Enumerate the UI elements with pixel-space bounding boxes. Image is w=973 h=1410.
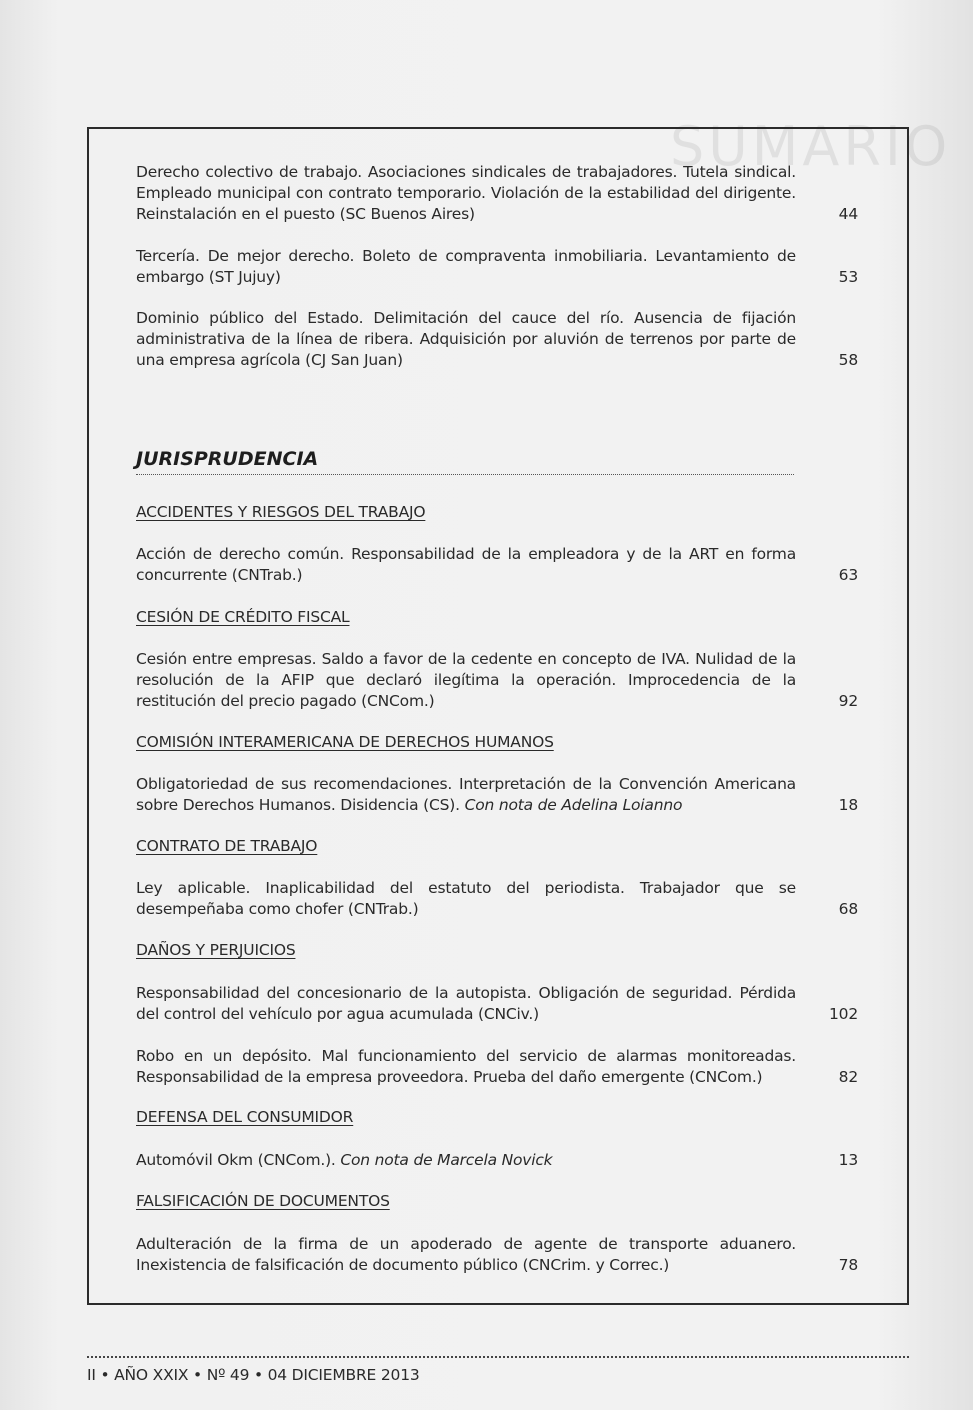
category-falsificacion: FALSIFICACIÓN DE DOCUMENTOS <box>136 1192 390 1210</box>
entry-dominio-publico: Dominio público del Estado. Delimitación del cauce del río. Ausencia de fijación administrativa de la línea de ribera. Adquisición por aluvión de terrenos por parte de una empresa agrícola (CJ San Juan) 58 <box>136 309 858 369</box>
entry-cesion-empresas: Cesión entre empresas. Saldo a favor de la cedente en concepto de IVA. Nulidad de la resolución de la AFIP que declaró ilegítima la operación. Improcedencia de la restitución del precio pagado (CNCom.) 92 <box>136 650 858 710</box>
category-defensa-consumidor: DEFENSA DEL CONSUMIDOR <box>136 1108 354 1126</box>
entry-terceria: Tercería. De mejor derecho. Boleto de compraventa inmobiliaria. Levantamiento de embargo (ST Jujuy) 53 <box>136 247 858 286</box>
category-comision-interamericana: COMISIÓN INTERAMERICANA DE DERECHOS HUMANOS <box>136 733 554 751</box>
author-note: Con nota de Marcela Novick <box>340 1151 553 1169</box>
category-cesion-credito: CESIÓN DE CRÉDITO FISCAL <box>136 608 350 626</box>
category-accidentes: ACCIDENTES Y RIESGOS DEL TRABAJO <box>136 503 426 521</box>
entry-ley-aplicable: Ley aplicable. Inaplicabilidad del estatuto del periodista. Trabajador que se desempeñaba como chofer (CNTrab.) 68 <box>136 879 858 918</box>
page-number: 18 <box>838 796 858 814</box>
page-number: 78 <box>838 1256 858 1274</box>
author-note: Con nota de Adelina Loianno <box>464 796 683 814</box>
page-number: 63 <box>838 566 858 584</box>
entry-robo-deposito: Robo en un depósito. Mal funcionamiento del servicio de alarmas monitoreadas. Responsabilidad de la empresa proveedora. Prueba del daño emergente (CNCom.) 82 <box>136 1047 858 1086</box>
ghost-title: SUMARIO <box>670 115 952 178</box>
page-number: 68 <box>838 900 858 918</box>
page-number: 13 <box>838 1151 858 1169</box>
page-number: 53 <box>838 268 858 286</box>
page-number: 102 <box>829 1005 858 1023</box>
page-footer: II • AÑO XXIX • Nº 49 • 04 DICIEMBRE 2013 <box>87 1366 420 1384</box>
category-danos-perjuicios: DAÑOS Y PERJUICIOS <box>136 941 296 959</box>
summary-frame <box>87 127 909 1305</box>
section-title: JURISPRUDENCIA <box>136 448 794 475</box>
footer-divider <box>87 1356 909 1358</box>
page-number: 92 <box>838 692 858 710</box>
page-number: 58 <box>838 351 858 369</box>
category-contrato-trabajo: CONTRATO DE TRABAJO <box>136 837 318 855</box>
entry-obligatoriedad: Obligatoriedad de sus recomendaciones. Interpretación de la Convención Americana sobre Derechos Humanos. Disidencia (CS). Con nota de Adelina Loianno 18 <box>136 775 858 814</box>
page-number: 82 <box>838 1068 858 1086</box>
entry-responsabilidad-concesionario: Responsabilidad del concesionario de la autopista. Obligación de seguridad. Pérdida del control del vehículo por agua acumulada (CNCiv.) 102 <box>136 984 858 1023</box>
entry-adulteracion-firma: Adulteración de la firma de un apoderado de agente de transporte aduanero. Inexistencia de falsificación de documento público (CNCrim. y Correc.) 78 <box>136 1235 858 1274</box>
entry-derecho-colectivo: Derecho colectivo de trabajo. Asociaciones sindicales de trabajadores. Tutela sindical. Empleado municipal con contrato temporario. Violación de la estabilidad del dirigente. Reinstalación en el puesto (SC Buenos Aires) 44 <box>136 163 858 223</box>
page-number: 44 <box>838 205 858 223</box>
entry-automovil-okm: Automóvil Okm (CNCom.). Con nota de Marcela Novick 13 <box>136 1151 858 1169</box>
entry-accion-derecho-comun: Acción de derecho común. Responsabilidad de la empleadora y de la ART en forma concurrente (CNTrab.) 63 <box>136 545 858 584</box>
